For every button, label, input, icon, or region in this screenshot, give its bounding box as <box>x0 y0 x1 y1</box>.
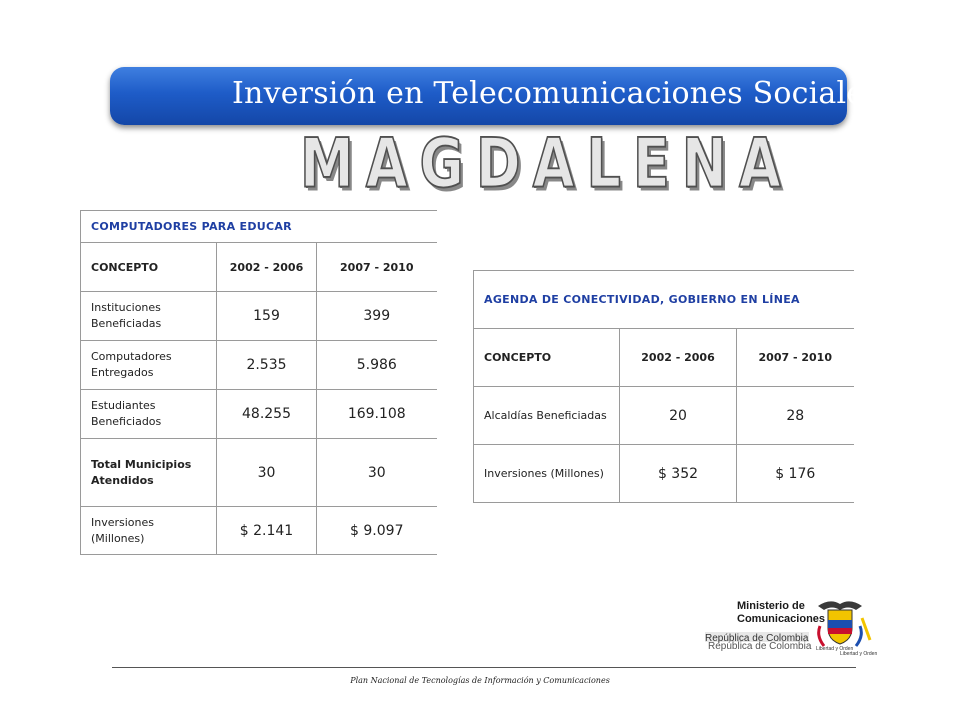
page-title: Inversión en Telecomunicaciones Sociales <box>232 76 880 111</box>
table-row <box>81 390 437 439</box>
footer-text: Plan Nacional de Tecnologías de Información y Comunicaciones <box>350 676 610 685</box>
row-value-period-1: 2.535 <box>217 341 317 390</box>
table-row <box>81 507 437 555</box>
table-row <box>81 341 437 390</box>
row-value-period-1: 159 <box>217 292 317 341</box>
row-value-period-1: 30 <box>217 439 317 507</box>
footer-divider <box>112 667 856 668</box>
motto: Libertad y Orden <box>816 646 854 652</box>
table-agenda <box>473 270 854 503</box>
row-concept: Computadores Entregados <box>81 341 217 390</box>
row-concept: Estudiantes Beneficiados <box>81 390 217 439</box>
table-row <box>81 292 437 341</box>
row-concept: Alcaldías Beneficiadas <box>474 387 620 445</box>
table-row <box>474 387 854 445</box>
row-value-period-2: 5.986 <box>317 341 437 390</box>
row-value-period-1: 20 <box>620 387 737 445</box>
table-title: AGENDA DE CONECTIVIDAD, GOBIERNO EN LÍNEA <box>474 271 854 329</box>
column-header-period-2: 2007 - 2010 <box>317 243 437 292</box>
row-value-period-2: 30 <box>317 439 437 507</box>
table-computadores <box>80 210 437 555</box>
table-header-row <box>474 329 854 387</box>
table-title-row <box>81 211 437 243</box>
column-header-period-2: 2007 - 2010 <box>737 329 854 387</box>
row-value-period-2: 28 <box>737 387 854 445</box>
table-header-row <box>81 243 437 292</box>
table-row <box>474 445 854 503</box>
table-row <box>81 439 437 507</box>
region-name: MAGDALENA <box>300 124 793 203</box>
row-value-period-1: 48.255 <box>217 390 317 439</box>
row-value-period-2: 399 <box>317 292 437 341</box>
row-value-period-2: $ 176 <box>737 445 854 503</box>
ministry-logo <box>700 596 878 658</box>
column-header-period-1: 2002 - 2006 <box>620 329 737 387</box>
table-title-row <box>474 271 854 329</box>
row-concept: Total Municipios Atendidos <box>81 439 217 507</box>
column-header-concept: CONCEPTO <box>81 243 217 292</box>
ministry-name: Ministerio de Comunicaciones <box>737 600 826 625</box>
row-concept: Instituciones Beneficiadas <box>81 292 217 341</box>
country-name-shadow: República de Colombia <box>708 641 812 652</box>
row-value-period-1: $ 352 <box>620 445 737 503</box>
row-value-period-2: $ 9.097 <box>317 507 437 555</box>
column-header-concept: CONCEPTO <box>474 329 620 387</box>
motto-shadow: Libertad y Orden <box>840 651 878 657</box>
table-title: COMPUTADORES PARA EDUCAR <box>81 211 437 243</box>
row-value-period-1: $ 2.141 <box>217 507 317 555</box>
row-concept: Inversiones (Millones) <box>474 445 620 503</box>
column-header-period-1: 2002 - 2006 <box>217 243 317 292</box>
row-value-period-2: 169.108 <box>317 390 437 439</box>
country-name: República de Colombia <box>705 633 809 644</box>
row-concept: Inversiones (Millones) <box>81 507 217 555</box>
